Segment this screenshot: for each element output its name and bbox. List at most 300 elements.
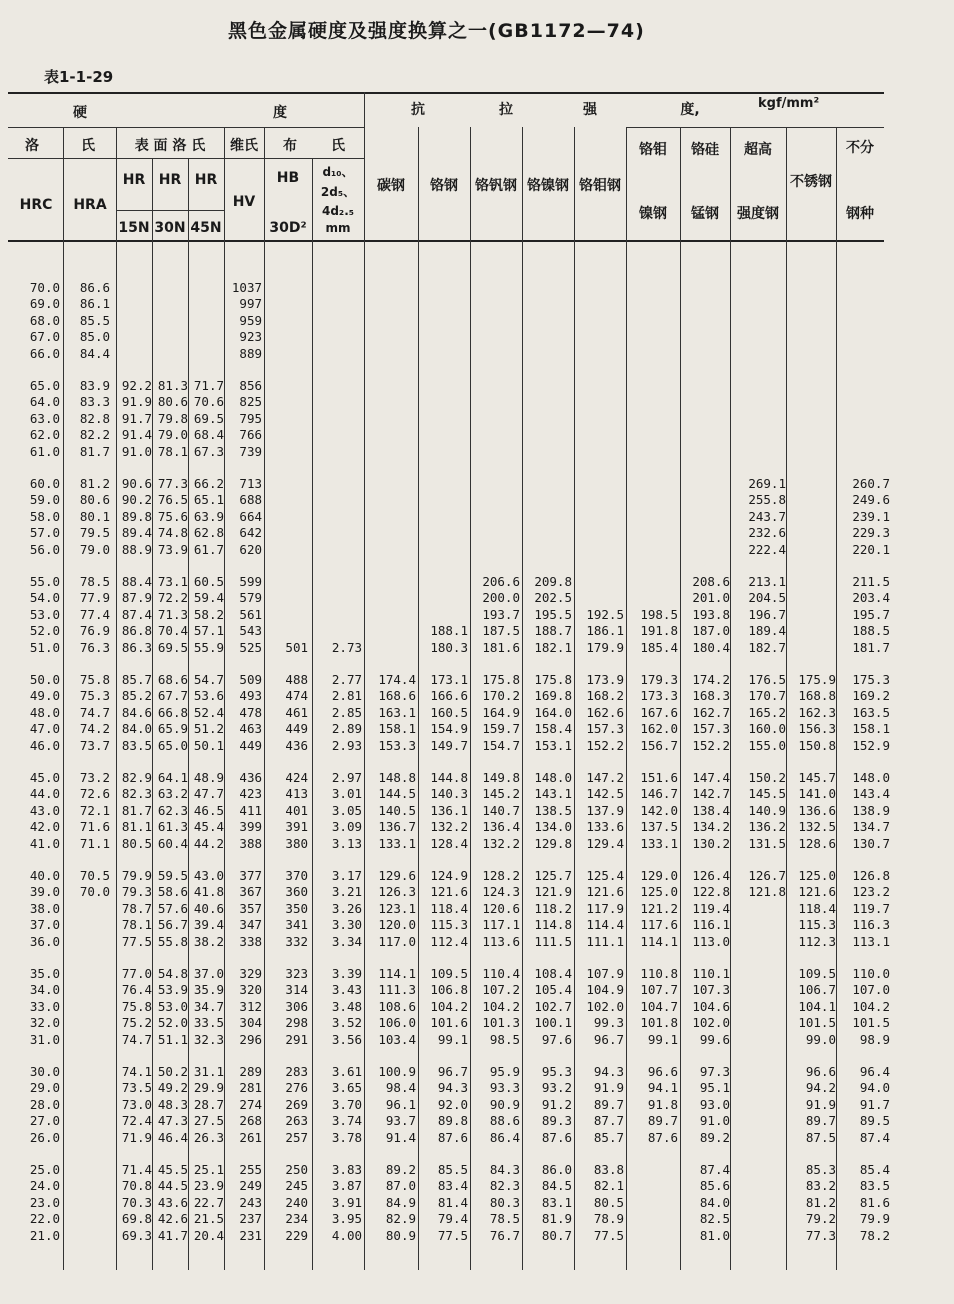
- cell-crnimo: 167.6: [640, 704, 678, 720]
- cell-hrc: 21.0: [29, 1227, 60, 1243]
- cell-hv: 478: [239, 704, 262, 720]
- cell-carbon: 87.0: [385, 1178, 416, 1194]
- cell-all-steels: 229.3: [852, 524, 890, 540]
- cell-carbon: 91.4: [385, 1129, 416, 1145]
- col-divider: [730, 127, 731, 1270]
- cell-cr: 115.3: [430, 916, 468, 932]
- cell-hb: 436: [285, 737, 308, 753]
- cell-hrc: 29.0: [29, 1080, 60, 1096]
- cell-hv: 642: [239, 524, 262, 540]
- cell-hra: 80.6: [79, 492, 110, 508]
- header-d-line4: mm: [325, 221, 351, 235]
- cell-crmo: 78.9: [593, 1210, 624, 1226]
- cell-d-mm: 2.93: [331, 737, 362, 753]
- cell-crv: 149.8: [482, 769, 520, 785]
- cell-stainless: 83.2: [805, 1178, 836, 1194]
- cell-crnimo: 156.7: [640, 737, 678, 753]
- cell-hv: 329: [239, 965, 262, 981]
- col-divider: [680, 127, 681, 1270]
- cell-d-mm: 3.91: [331, 1194, 362, 1210]
- header-rockwell-2: 氏: [81, 138, 95, 154]
- cell-cr: 180.3: [430, 639, 468, 655]
- cell-hr30n: 72.2: [157, 590, 188, 606]
- cell-d-mm: 2.89: [331, 720, 362, 736]
- cell-stainless: 87.5: [805, 1129, 836, 1145]
- cell-stainless: 94.2: [805, 1080, 836, 1096]
- cell-hrc: 69.0: [29, 296, 60, 312]
- cell-crmo: 186.1: [586, 622, 624, 638]
- cell-crnimo: 99.1: [647, 1031, 678, 1047]
- cell-hr15n: 81.7: [121, 802, 152, 818]
- cell-hr45n: 31.1: [193, 1063, 224, 1079]
- cell-stainless: 109.5: [798, 965, 836, 981]
- cell-stainless: 99.0: [805, 1031, 836, 1047]
- cell-hv: 261: [239, 1129, 262, 1145]
- cell-crni: 87.6: [541, 1129, 572, 1145]
- cell-crni: 83.1: [541, 1194, 572, 1210]
- cell-crmnsi: 95.1: [699, 1080, 730, 1096]
- cell-crmnsi: 89.2: [699, 1129, 730, 1145]
- cell-hv: 388: [239, 835, 262, 851]
- cell-crv: 181.6: [482, 639, 520, 655]
- cell-cr: 92.0: [437, 1096, 468, 1112]
- cell-cr: 79.4: [437, 1210, 468, 1226]
- cell-uhs: 155.0: [748, 737, 786, 753]
- cell-carbon: 117.0: [378, 933, 416, 949]
- cell-crmo: 87.7: [593, 1112, 624, 1128]
- cell-hr30n: 67.7: [157, 688, 188, 704]
- cell-crmnsi: 152.2: [692, 737, 730, 753]
- cell-uhs: 150.2: [748, 769, 786, 785]
- header-crv-steel: 铬钒钢: [475, 178, 517, 194]
- cell-hrc: 49.0: [29, 688, 60, 704]
- cell-hrc: 46.0: [29, 737, 60, 753]
- cell-hr15n: 82.9: [121, 769, 152, 785]
- cell-crnimo: 117.6: [640, 916, 678, 932]
- cell-cr: 160.5: [430, 704, 468, 720]
- cell-crmo: 192.5: [586, 606, 624, 622]
- cell-crmnsi: 116.1: [692, 916, 730, 932]
- cell-hrc: 28.0: [29, 1096, 60, 1112]
- cell-all-steels: 138.9: [852, 802, 890, 818]
- cell-hv: 320: [239, 982, 262, 998]
- cell-d-mm: 3.74: [331, 1112, 362, 1128]
- cell-hr45n: 38.2: [193, 933, 224, 949]
- header-rule: [116, 210, 224, 211]
- cell-crnimo: 89.7: [647, 1112, 678, 1128]
- cell-hr30n: 46.4: [157, 1129, 188, 1145]
- cell-crv: 110.4: [482, 965, 520, 981]
- cell-hr45n: 66.2: [193, 475, 224, 491]
- cell-hr15n: 84.0: [121, 720, 152, 736]
- cell-hr30n: 63.2: [157, 786, 188, 802]
- cell-all-steels: 113.1: [852, 933, 890, 949]
- cell-hb: 449: [285, 720, 308, 736]
- cell-hb: 341: [285, 916, 308, 932]
- cell-all-steels: 211.5: [852, 573, 890, 589]
- cell-hrc: 31.0: [29, 1031, 60, 1047]
- header-strength-4: 度,: [680, 102, 700, 118]
- cell-hr45n: 39.4: [193, 916, 224, 932]
- cell-d-mm: 3.30: [331, 916, 362, 932]
- cell-hr45n: 20.4: [193, 1227, 224, 1243]
- cell-cr: 154.9: [430, 720, 468, 736]
- cell-crmo: 107.9: [586, 965, 624, 981]
- cell-d-mm: 3.09: [331, 818, 362, 834]
- col-divider: [188, 158, 189, 1270]
- cell-hrc: 52.0: [29, 622, 60, 638]
- cell-all-steels: 83.5: [859, 1178, 890, 1194]
- cell-crmo: 114.4: [586, 916, 624, 932]
- cell-crmnsi: 113.0: [692, 933, 730, 949]
- cell-hr30n: 65.0: [157, 737, 188, 753]
- cell-hv: 509: [239, 671, 262, 687]
- cell-hrc: 50.0: [29, 671, 60, 687]
- cell-crv: 117.1: [482, 916, 520, 932]
- cell-hrc: 68.0: [29, 312, 60, 328]
- cell-crmnsi: 81.0: [699, 1227, 730, 1243]
- cell-hr45n: 46.5: [193, 802, 224, 818]
- cell-hv: 825: [239, 394, 262, 410]
- cell-all-steels: 94.0: [859, 1080, 890, 1096]
- cell-d-mm: 2.77: [331, 671, 362, 687]
- cell-crv: 140.7: [482, 802, 520, 818]
- cell-uhs: 269.1: [748, 475, 786, 491]
- cell-crmo: 99.3: [593, 1014, 624, 1030]
- cell-hv: 579: [239, 590, 262, 606]
- cell-hr15n: 73.5: [121, 1080, 152, 1096]
- cell-hrc: 60.0: [29, 475, 60, 491]
- col-divider: [786, 127, 787, 1270]
- cell-crmnsi: 193.8: [692, 606, 730, 622]
- cell-hr45n: 62.8: [193, 524, 224, 540]
- cell-hrc: 57.0: [29, 524, 60, 540]
- cell-hrc: 67.0: [29, 328, 60, 344]
- cell-cr: 77.5: [437, 1227, 468, 1243]
- header-hr45n-top: HR: [194, 172, 218, 188]
- cell-hr45n: 58.2: [193, 606, 224, 622]
- cell-hr15n: 91.9: [121, 394, 152, 410]
- cell-crni: 138.5: [534, 802, 572, 818]
- cell-hrc: 25.0: [29, 1161, 60, 1177]
- cell-hr45n: 70.6: [193, 394, 224, 410]
- cell-carbon: 100.9: [378, 1063, 416, 1079]
- cell-hb: 370: [285, 867, 308, 883]
- cell-hr30n: 69.5: [157, 639, 188, 655]
- cell-cr: 124.9: [430, 867, 468, 883]
- header-rule: [626, 127, 884, 128]
- cell-crv: 145.2: [482, 786, 520, 802]
- cell-hb: 306: [285, 998, 308, 1014]
- cell-crv: 93.3: [489, 1080, 520, 1096]
- cell-hv: 423: [239, 786, 262, 802]
- cell-d-mm: 3.87: [331, 1178, 362, 1194]
- cell-hv: 766: [239, 426, 262, 442]
- cell-all-steels: 163.5: [852, 704, 890, 720]
- header-hr45n-bottom: 45N: [190, 220, 222, 236]
- cell-hra: 72.6: [79, 786, 110, 802]
- cell-all-steels: 91.7: [859, 1096, 890, 1112]
- table-number: 表1-1-29: [44, 68, 114, 86]
- cell-crmnsi: 104.6: [692, 998, 730, 1014]
- cell-crni: 95.3: [541, 1063, 572, 1079]
- cell-stainless: 112.3: [798, 933, 836, 949]
- cell-hrc: 47.0: [29, 720, 60, 736]
- cell-hr15n: 87.9: [121, 590, 152, 606]
- cell-crni: 153.1: [534, 737, 572, 753]
- cell-crmo: 85.7: [593, 1129, 624, 1145]
- cell-hr15n: 71.9: [121, 1129, 152, 1145]
- cell-hv: 268: [239, 1112, 262, 1128]
- cell-crv: 128.2: [482, 867, 520, 883]
- header-rule: [8, 127, 364, 128]
- cell-carbon: 84.9: [385, 1194, 416, 1210]
- cell-hrc: 27.0: [29, 1112, 60, 1128]
- cell-uhs: 140.9: [748, 802, 786, 818]
- cell-hra: 86.6: [79, 279, 110, 295]
- cell-hv: 688: [239, 492, 262, 508]
- cell-carbon: 120.0: [378, 916, 416, 932]
- cell-hr30n: 70.4: [157, 622, 188, 638]
- cell-crv: 90.9: [489, 1096, 520, 1112]
- cell-crnimo: 179.3: [640, 671, 678, 687]
- cell-carbon: 144.5: [378, 786, 416, 802]
- cell-hr45n: 53.6: [193, 688, 224, 704]
- cell-d-mm: 3.05: [331, 802, 362, 818]
- cell-stainless: 89.7: [805, 1112, 836, 1128]
- cell-hb: 283: [285, 1063, 308, 1079]
- cell-d-mm: 3.13: [331, 835, 362, 851]
- cell-crmo: 104.9: [586, 982, 624, 998]
- cell-hr15n: 90.6: [121, 475, 152, 491]
- cell-crni: 195.5: [534, 606, 572, 622]
- cell-crnimo: 96.6: [647, 1063, 678, 1079]
- cell-carbon: 98.4: [385, 1080, 416, 1096]
- cell-crmo: 142.5: [586, 786, 624, 802]
- cell-hr30n: 58.6: [157, 884, 188, 900]
- cell-hb: 391: [285, 818, 308, 834]
- cell-crmnsi: 87.4: [699, 1161, 730, 1177]
- cell-stainless: 175.9: [798, 671, 836, 687]
- cell-crmnsi: 187.0: [692, 622, 730, 638]
- cell-hr45n: 23.9: [193, 1178, 224, 1194]
- cell-uhs: 204.5: [748, 590, 786, 606]
- cell-crmnsi: 99.6: [699, 1031, 730, 1047]
- cell-d-mm: 2.97: [331, 769, 362, 785]
- cell-cr: 94.3: [437, 1080, 468, 1096]
- col-divider: [116, 158, 117, 1270]
- cell-hr15n: 75.2: [121, 1014, 152, 1030]
- cell-carbon: 108.6: [378, 998, 416, 1014]
- cell-hrc: 64.0: [29, 394, 60, 410]
- cell-hr30n: 47.3: [157, 1112, 188, 1128]
- cell-hrc: 40.0: [29, 867, 60, 883]
- header-d-line1: d₁₀、: [322, 165, 354, 179]
- cell-hb: 234: [285, 1210, 308, 1226]
- cell-hb: 461: [285, 704, 308, 720]
- cell-crmnsi: 110.1: [692, 965, 730, 981]
- cell-all-steels: 85.4: [859, 1161, 890, 1177]
- cell-d-mm: 3.70: [331, 1096, 362, 1112]
- cell-hr15n: 86.3: [121, 639, 152, 655]
- header-all-bottom: 钢种: [846, 206, 874, 222]
- cell-crmnsi: 142.7: [692, 786, 730, 802]
- cell-crmnsi: 102.0: [692, 1014, 730, 1030]
- col-divider: [152, 158, 153, 1270]
- cell-crmnsi: 162.7: [692, 704, 730, 720]
- cell-hr15n: 88.4: [121, 573, 152, 589]
- cell-hr15n: 91.4: [121, 426, 152, 442]
- cell-hra: 81.2: [79, 475, 110, 491]
- cell-hr45n: 37.0: [193, 965, 224, 981]
- cell-carbon: 106.0: [378, 1014, 416, 1030]
- cell-hr15n: 77.5: [121, 933, 152, 949]
- cell-hr15n: 90.2: [121, 492, 152, 508]
- cell-hrc: 65.0: [29, 377, 60, 393]
- cell-hr15n: 78.1: [121, 916, 152, 932]
- cell-carbon: 153.3: [378, 737, 416, 753]
- cell-all-steels: 134.7: [852, 818, 890, 834]
- cell-crni: 175.8: [534, 671, 572, 687]
- cell-hr45n: 34.7: [193, 998, 224, 1014]
- cell-hr30n: 45.5: [157, 1161, 188, 1177]
- cell-hv: 923: [239, 328, 262, 344]
- cell-all-steels: 81.6: [859, 1194, 890, 1210]
- cell-all-steels: 249.6: [852, 492, 890, 508]
- cell-uhs: 182.7: [748, 639, 786, 655]
- cell-hv: 281: [239, 1080, 262, 1096]
- cell-hrc: 30.0: [29, 1063, 60, 1079]
- cell-carbon: 140.5: [378, 802, 416, 818]
- cell-hv: 713: [239, 475, 262, 491]
- cell-all-steels: 110.0: [852, 965, 890, 981]
- cell-d-mm: 3.56: [331, 1031, 362, 1047]
- cell-crmnsi: 84.0: [699, 1194, 730, 1210]
- cell-hra: 74.2: [79, 720, 110, 736]
- cell-all-steels: 116.3: [852, 916, 890, 932]
- cell-hr30n: 80.6: [157, 394, 188, 410]
- cell-crmo: 129.4: [586, 835, 624, 851]
- cell-uhs: 145.5: [748, 786, 786, 802]
- cell-hr15n: 88.9: [121, 541, 152, 557]
- cell-hv: 296: [239, 1031, 262, 1047]
- header-hr30n-bottom: 30N: [154, 220, 186, 236]
- cell-hrc: 33.0: [29, 998, 60, 1014]
- header-rule: [8, 158, 364, 159]
- table-top-rule: [8, 92, 884, 94]
- cell-hr30n: 79.8: [157, 410, 188, 426]
- cell-crmnsi: 168.3: [692, 688, 730, 704]
- cell-hr30n: 53.0: [157, 998, 188, 1014]
- cell-crmo: 157.3: [586, 720, 624, 736]
- cell-hr45n: 25.1: [193, 1161, 224, 1177]
- cell-carbon: 174.4: [378, 671, 416, 687]
- cell-hrc: 34.0: [29, 982, 60, 998]
- cell-hv: 959: [239, 312, 262, 328]
- cell-all-steels: 188.5: [852, 622, 890, 638]
- cell-uhs: 255.8: [748, 492, 786, 508]
- cell-hv: 436: [239, 769, 262, 785]
- cell-all-steels: 143.4: [852, 786, 890, 802]
- cell-hr45n: 33.5: [193, 1014, 224, 1030]
- cell-hr15n: 82.3: [121, 786, 152, 802]
- cell-crnimo: 185.4: [640, 639, 678, 655]
- cell-hrc: 41.0: [29, 835, 60, 851]
- cell-hr30n: 55.8: [157, 933, 188, 949]
- cell-hrc: 43.0: [29, 802, 60, 818]
- cell-hv: 274: [239, 1096, 262, 1112]
- cell-all-steels: 126.8: [852, 867, 890, 883]
- cell-hb: 401: [285, 802, 308, 818]
- cell-hra: 81.7: [79, 443, 110, 459]
- cell-d-mm: 2.81: [331, 688, 362, 704]
- cell-hb: 380: [285, 835, 308, 851]
- cell-crmo: 82.1: [593, 1178, 624, 1194]
- cell-hra: 75.8: [79, 671, 110, 687]
- cell-crmnsi: 201.0: [692, 590, 730, 606]
- unit-label: kgf/mm²: [758, 96, 820, 111]
- cell-hr15n: 89.4: [121, 524, 152, 540]
- cell-crnimo: 129.0: [640, 867, 678, 883]
- cell-crv: 154.7: [482, 737, 520, 753]
- cell-hr30n: 60.4: [157, 835, 188, 851]
- cell-hrc: 66.0: [29, 345, 60, 361]
- cell-hr45n: 41.8: [193, 884, 224, 900]
- cell-hb: 360: [285, 884, 308, 900]
- cell-crmo: 162.6: [586, 704, 624, 720]
- cell-uhs: 232.6: [748, 524, 786, 540]
- cell-uhs: 213.1: [748, 573, 786, 589]
- cell-hr30n: 53.9: [157, 982, 188, 998]
- cell-stainless: 115.3: [798, 916, 836, 932]
- cell-cr: 128.4: [430, 835, 468, 851]
- cell-crni: 84.5: [541, 1178, 572, 1194]
- cell-hr45n: 71.7: [193, 377, 224, 393]
- cell-crnimo: 191.8: [640, 622, 678, 638]
- cell-d-mm: 3.65: [331, 1080, 362, 1096]
- cell-stainless: 118.4: [798, 900, 836, 916]
- header-carbon-steel: 碳钢: [377, 178, 405, 194]
- cell-crv: 80.3: [489, 1194, 520, 1210]
- cell-carbon: 93.7: [385, 1112, 416, 1128]
- cell-stainless: 156.3: [798, 720, 836, 736]
- cell-uhs: 189.4: [748, 622, 786, 638]
- cell-hr45n: 63.9: [193, 508, 224, 524]
- cell-crv: 101.3: [482, 1014, 520, 1030]
- cell-hr15n: 86.8: [121, 622, 152, 638]
- header-surface-rockwell: 表 面 洛 氏: [134, 138, 206, 154]
- cell-hrc: 35.0: [29, 965, 60, 981]
- cell-crni: 169.8: [534, 688, 572, 704]
- header-hv: HV: [232, 194, 256, 210]
- cell-crmnsi: 134.2: [692, 818, 730, 834]
- cell-hr45n: 50.1: [193, 737, 224, 753]
- cell-hr15n: 81.1: [121, 818, 152, 834]
- header-stainless-steel: 不锈钢: [790, 174, 832, 190]
- cell-cr: 112.4: [430, 933, 468, 949]
- cell-hra: 86.1: [79, 296, 110, 312]
- cell-hr45n: 26.3: [193, 1129, 224, 1145]
- cell-all-steels: 130.7: [852, 835, 890, 851]
- cell-stainless: 91.9: [805, 1096, 836, 1112]
- cell-all-steels: 195.7: [852, 606, 890, 622]
- cell-crnimo: 162.0: [640, 720, 678, 736]
- cell-crmo: 168.2: [586, 688, 624, 704]
- cell-crni: 89.3: [541, 1112, 572, 1128]
- cell-hrc: 37.0: [29, 916, 60, 932]
- cell-all-steels: 152.9: [852, 737, 890, 753]
- col-divider: [836, 127, 837, 1270]
